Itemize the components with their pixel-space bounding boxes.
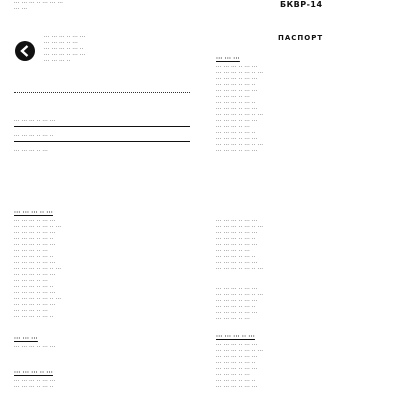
section-heading: ··· ··· ··· ·· ···: [14, 370, 53, 376]
text-line: ··· ··· ··· ·· ··· ···: [216, 298, 258, 304]
text-line: ··· ··· ··· ·· ··· ···: [216, 286, 258, 292]
text-line: ··· ··· ··· ·· ··· ···: [216, 230, 258, 236]
text-line: ··· ··· ··· ·· ···: [14, 248, 49, 254]
text-line: ··· ··· ··· ·· ··· ·· ···: [216, 224, 264, 230]
section-heading: ··· ··· ···: [216, 56, 240, 62]
text-line: ··· ··· ··· ·· ··· ···: [216, 218, 258, 224]
text-line: ··· ··· ··· ·· ··· ··: [216, 130, 256, 136]
text-line: ··· ··· ··· ·· ··· ·· ···: [216, 142, 264, 148]
fill-in-line: [14, 141, 190, 142]
text-line: ··· ··· ··· ·· ··· ··: [14, 284, 54, 290]
text-line: ··· ··· ··· ·· ···: [216, 94, 251, 100]
right-column: [216, 0, 392, 400]
text-line: ··· ··· ··· ·· ··· ···: [14, 230, 56, 236]
section-heading: ··· ··· ··· ·· ···: [216, 334, 255, 340]
text-line: ··· ··· ··· ·· ··· ··: [216, 254, 256, 260]
text-line: ··· ··· ··· ·· ··· ··: [14, 236, 54, 242]
text-line: ··· ··· ··· ·· ··· ·· ···: [14, 266, 62, 272]
text-line: ··· ··· ··· ·· ··· ···: [14, 218, 56, 224]
left-column: [14, 0, 190, 400]
text-line: ··· ··· ··· ·· ··· ··: [14, 254, 54, 260]
text-line: ··· ··· ··· ·· ··· ··· ···: [14, 0, 64, 6]
text-line: ··· ··· ··· ·· ··· ···: [216, 242, 258, 248]
section-heading: ··· ··· ···: [14, 336, 38, 342]
section-heading: ··· ··· ··· ·· ···: [14, 210, 53, 216]
text-line: ··· ··· ··· ·· ··· ··: [14, 314, 54, 320]
dotted-separator: [14, 92, 190, 93]
section-text-block: [216, 342, 392, 390]
text-line: ··· ··· ··· ·· ··· ··: [216, 378, 256, 384]
text-line: ··· ··· ··· ·· ··· ···: [216, 136, 258, 142]
text-line: ··· ··· ··· ·· ··· ···: [14, 344, 56, 350]
text-line: ··· ··· ··· ·· ··· ···: [44, 34, 86, 40]
text-line: ··· ··· ··· ·· ···: [216, 124, 251, 130]
text-line: ··· ··· ··· ·· ··· ··: [216, 100, 256, 106]
text-line: ··· ··· ··· ·· ··· ·· ···: [216, 348, 264, 354]
text-line: ··· ··· ··· ·· ··· ·· ···: [14, 296, 62, 302]
text-line: ··· ··· ··· ·· ··· ···: [14, 118, 56, 124]
text-line: ··· ··· ··· ·· ··· ···: [216, 384, 258, 390]
text-line: ··· ··· ··· ·· ··· ···: [216, 354, 258, 360]
text-line: ··· ··· ··· ·· ··· ·· ···: [216, 266, 264, 272]
text-line: ··· ··· ··· ·· ··· ·· ···: [216, 70, 264, 76]
text-line: ··· ··· ··· ·· ··· ···: [14, 242, 56, 248]
text-line: ··· ··· ··· ·· ···: [216, 372, 251, 378]
document-title: ПАСПОРТ: [278, 34, 324, 42]
text-line: ··· ··· ··· ·· ··· ···: [216, 118, 258, 124]
text-line: ··· ··· ··· ·· ··· ···: [216, 342, 258, 348]
text-line: ··· ··· ··· ·· ··· ··: [44, 46, 84, 52]
text-line: ··· ··· ··· ·· ··· ···: [216, 310, 258, 316]
section-text-block: [216, 64, 392, 154]
header-text-block: [14, 0, 190, 12]
text-line: ··· ··· ··· ·· ··· ·· ···: [14, 224, 62, 230]
text-line: ··· ··· ··· ·· ···: [14, 308, 49, 314]
text-line: ··· ··· ··· ·· ··· ·· ···: [216, 292, 264, 298]
text-line: ··· ··· ··· ··: [44, 58, 71, 64]
text-line: ··· ··· ··· ·· ··· ···: [14, 378, 56, 384]
text-line: ··· ··· ··· ·· ··· ···: [14, 272, 56, 278]
text-line: ··· ··· ··· ·· ··· ·· ···: [216, 112, 264, 118]
text-line: ··· ··· ··· ·· ··· ··: [14, 384, 54, 390]
product-code: БКВР-14: [280, 0, 323, 9]
text-line: ··· ··· ··· ·· ··· ···: [216, 260, 258, 266]
section-text-block: [14, 344, 190, 350]
text-line: ··· ··· ··· ·· ··· ··: [216, 360, 256, 366]
text-line: ··· ··· ··· ·· ···: [14, 148, 49, 154]
text-line: ··· ··· ··· ·· ··· ··: [216, 82, 256, 88]
text-line: ··· ··· ··· ·· ···: [216, 316, 251, 322]
text-line: ··· ··· ··· ·· ··· ···: [44, 52, 86, 58]
fill-in-line: [14, 126, 190, 127]
text-line: ··· ··· ··· ·· ··· ···: [14, 302, 56, 308]
section-text-block: [14, 378, 190, 390]
text-line: ··· ··· ··· ·· ···: [44, 40, 79, 46]
text-line: ··· ··· ··· ·· ··· ···: [216, 76, 258, 82]
text-line: ··· ··· ··· ·· ··· ··: [216, 304, 256, 310]
note-text-block: [216, 286, 392, 322]
circled-arrow-logo-icon: [14, 40, 36, 62]
middle-text-block: [216, 218, 392, 272]
spec-text-block: [14, 218, 190, 320]
text-line: ··· ··· ··· ·· ··· ···: [216, 106, 258, 112]
text-line: ··· ··· ··· ·· ··· ··: [14, 133, 54, 139]
manufacturer-text-block: [44, 34, 190, 64]
text-line: ··· ··· ··· ·· ··· ···: [14, 290, 56, 296]
text-line: ··· ··· ··· ·· ··· ···: [216, 64, 258, 70]
text-line: ··· ··· ··· ·· ··· ··: [216, 236, 256, 242]
text-line: ··· ··· ··· ·· ···: [14, 278, 49, 284]
text-line: ··· ···: [14, 6, 28, 12]
text-line: ··· ··· ··· ·· ··· ···: [14, 260, 56, 266]
text-line: ··· ··· ··· ·· ··· ···: [216, 366, 258, 372]
text-line: ··· ··· ··· ·· ···: [216, 248, 251, 254]
text-line: ··· ··· ··· ·· ··· ···: [216, 88, 258, 94]
text-line: ··· ··· ··· ·· ··· ···: [216, 148, 258, 154]
